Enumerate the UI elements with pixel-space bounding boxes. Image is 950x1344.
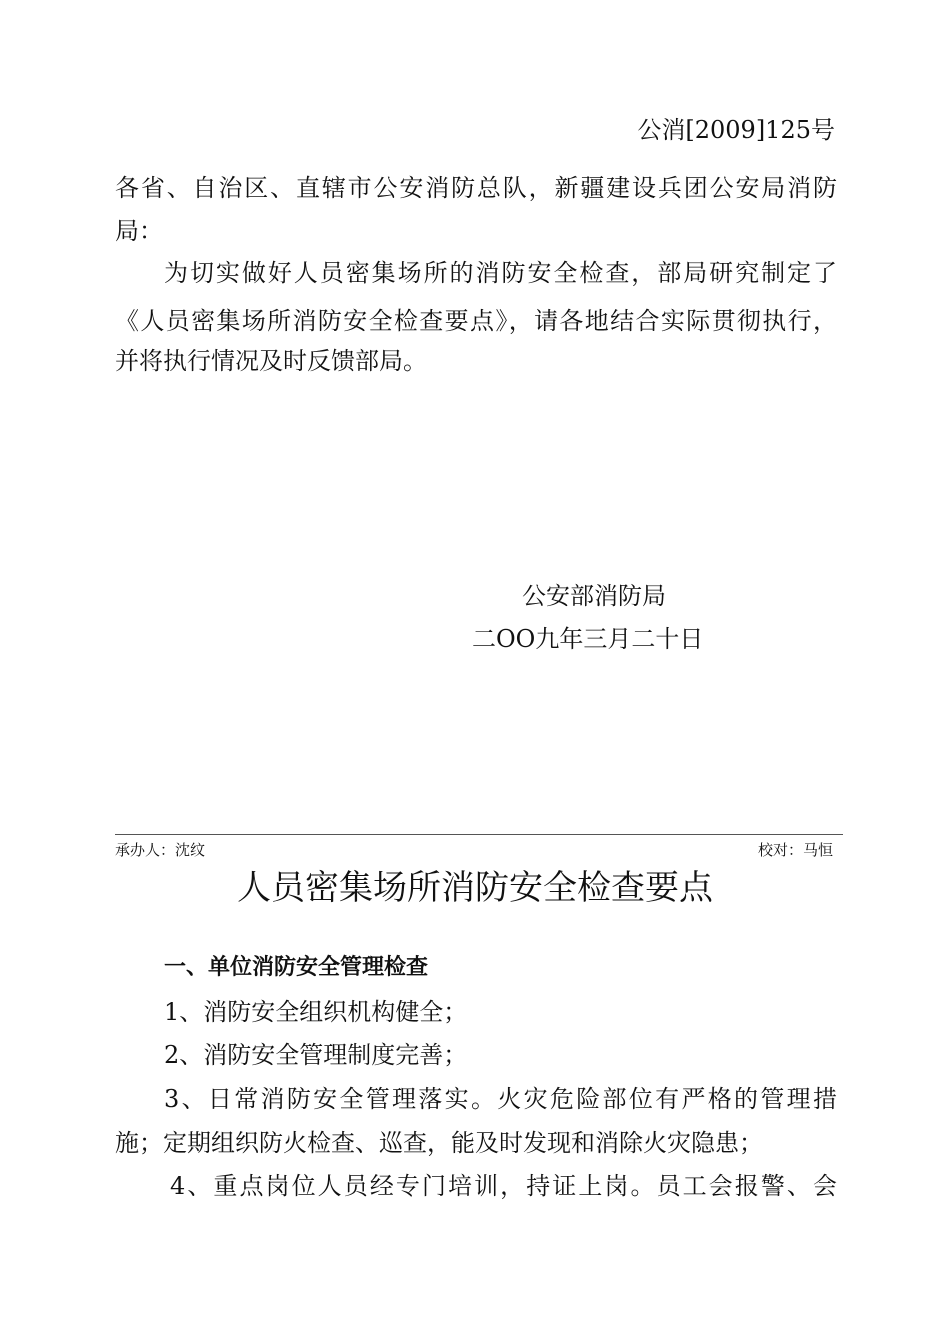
issuer-name: 公安部消防局 [522, 582, 666, 610]
list-item-4-line-1: 4、重点岗位人员经专门培训，持证上岗。员工会报警、会 [170, 1172, 837, 1200]
body-line-2: 《人员密集场所消防安全检查要点》，请各地结合实际贯彻执行， [115, 307, 837, 335]
body-line-1: 为切实做好人员密集场所的消防安全检查，部局研究制定了 [164, 259, 837, 287]
body-line-3: 并将执行情况及时反馈部局。 [115, 347, 427, 375]
list-item-2: 2、消防安全管理制度完善； [164, 1041, 468, 1069]
attachment-title: 人员密集场所消防安全检查要点 [237, 868, 713, 908]
footer-divider [115, 834, 843, 835]
addressee-line-1: 各省、自治区、直辖市公安消防总队，新疆建设兵团公安局消防 [115, 174, 837, 202]
list-item-3-line-2: 施；定期组织防火检查、巡查，能及时发现和消除火灾隐患； [115, 1129, 763, 1157]
handler-label: 承办人：沈纹 [115, 841, 206, 859]
proofreader-label: 校对：马恒 [757, 841, 833, 859]
document-number: 公消[2009]125号 [637, 116, 835, 144]
list-item-1: 1、消防安全组织机构健全； [164, 998, 468, 1026]
section-heading: 一、单位消防安全管理检查 [164, 955, 429, 980]
addressee-line-2: 局： [115, 217, 163, 245]
list-item-3-line-1: 3、日常消防安全管理落实。火灾危险部位有严格的管理措 [164, 1085, 837, 1113]
issue-date: 二OO九年三月二十日 [472, 625, 704, 653]
